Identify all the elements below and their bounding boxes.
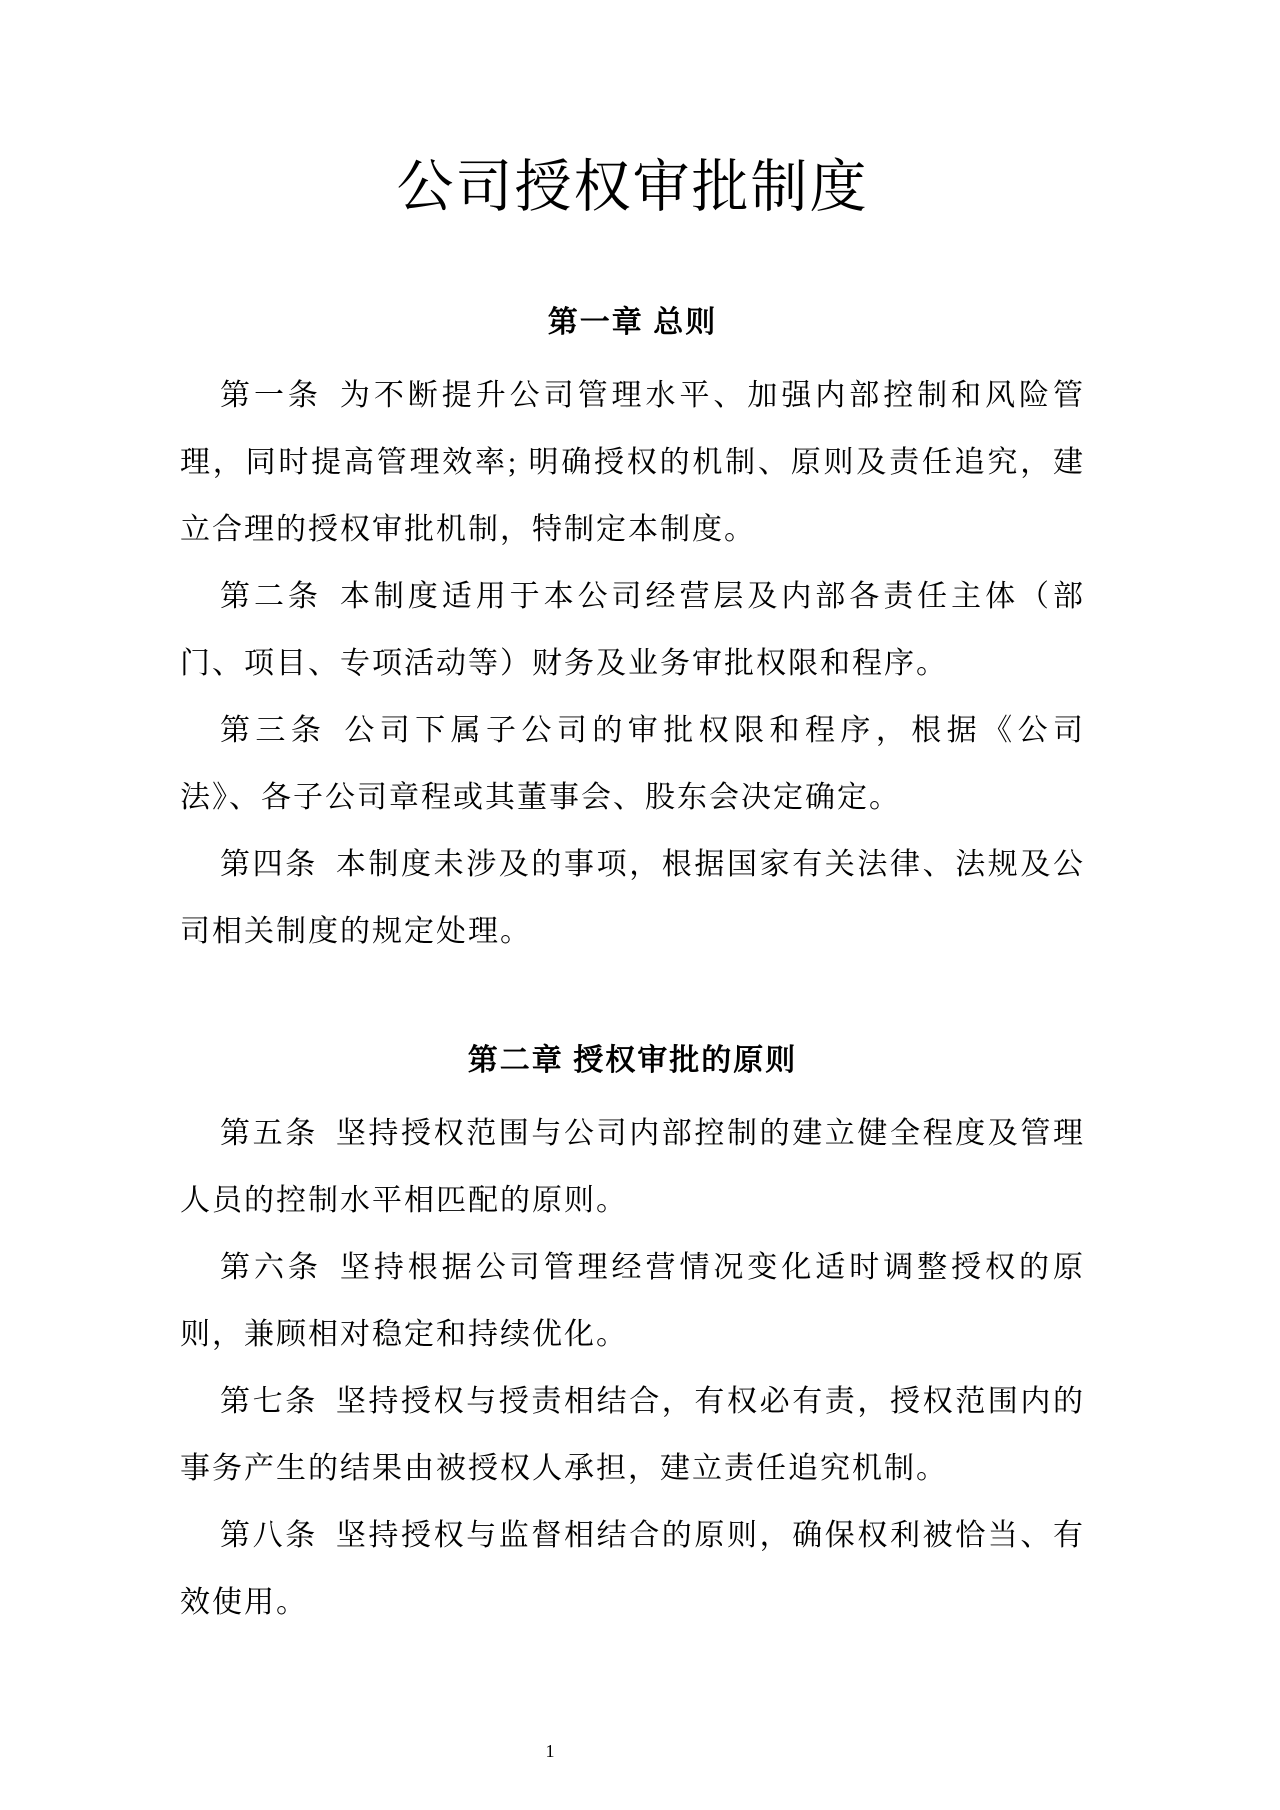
article-label: 第三条 [220,714,327,748]
article-text: 坚持根据公司管理经营情况变化适时调整授权的原则，兼顾相对稳定和持续优化。 [180,1251,1085,1352]
article-paragraph [180,362,1085,563]
sections-container [180,289,1085,1636]
document-title: 公司授权审批制度 [396,156,869,219]
article-label: 第八条 [220,1519,318,1553]
articles [180,1100,1085,1636]
article-paragraph [180,1502,1085,1636]
page-footer [0,1741,1100,1762]
articles [180,362,1085,965]
article-label: 第四条 [220,848,318,882]
chapter-heading: 第一章 总则 [547,306,718,340]
page-number: 1 [545,1741,555,1761]
article-label: 第二条 [220,580,322,614]
article-paragraph [180,1368,1085,1502]
article-paragraph [180,1100,1085,1234]
chapter-section [180,289,1085,965]
article-label: 第六条 [220,1251,322,1285]
chapter-heading: 第二章 授权审批的原则 [467,1044,798,1078]
article-label: 第七条 [220,1385,318,1419]
article-label: 第一条 [220,379,322,413]
article-text: 本制度未涉及的事项，根据国家有关法律、法规及公司相关制度的规定处理。 [180,848,1086,949]
article-text: 为不断提升公司管理水平、加强内部控制和风险管理，同时提高管理效率; 明确授权的机制、原则及责任追究，建立合理的授权审批机制，特制定本制度。 [180,379,1085,547]
article-paragraph [180,563,1085,697]
article-paragraph [180,697,1085,831]
article-paragraph [180,1234,1085,1368]
article-text: 坚持授权范围与公司内部控制的建立健全程度及管理人员的控制水平相匹配的原则。 [180,1117,1086,1218]
article-label: 第五条 [220,1117,318,1151]
chapter-section [180,1027,1085,1636]
article-paragraph [180,831,1085,965]
article-text: 坚持授权与监督相结合的原则，确保权利被恰当、有效使用。 [180,1519,1086,1620]
article-text: 本制度适用于本公司经营层及内部各责任主体（部门、项目、专项活动等）财务及业务审批权限和程序。 [180,580,1085,681]
article-text: 坚持授权与授责相结合，有权必有责，授权范围内的事务产生的结果由被授权人承担，建立责任追究机制。 [180,1385,1086,1486]
article-text: 公司下属子公司的审批权限和程序，根据《公司法》、各子公司章程或其董事会、股东会决定确定。 [180,714,1086,815]
